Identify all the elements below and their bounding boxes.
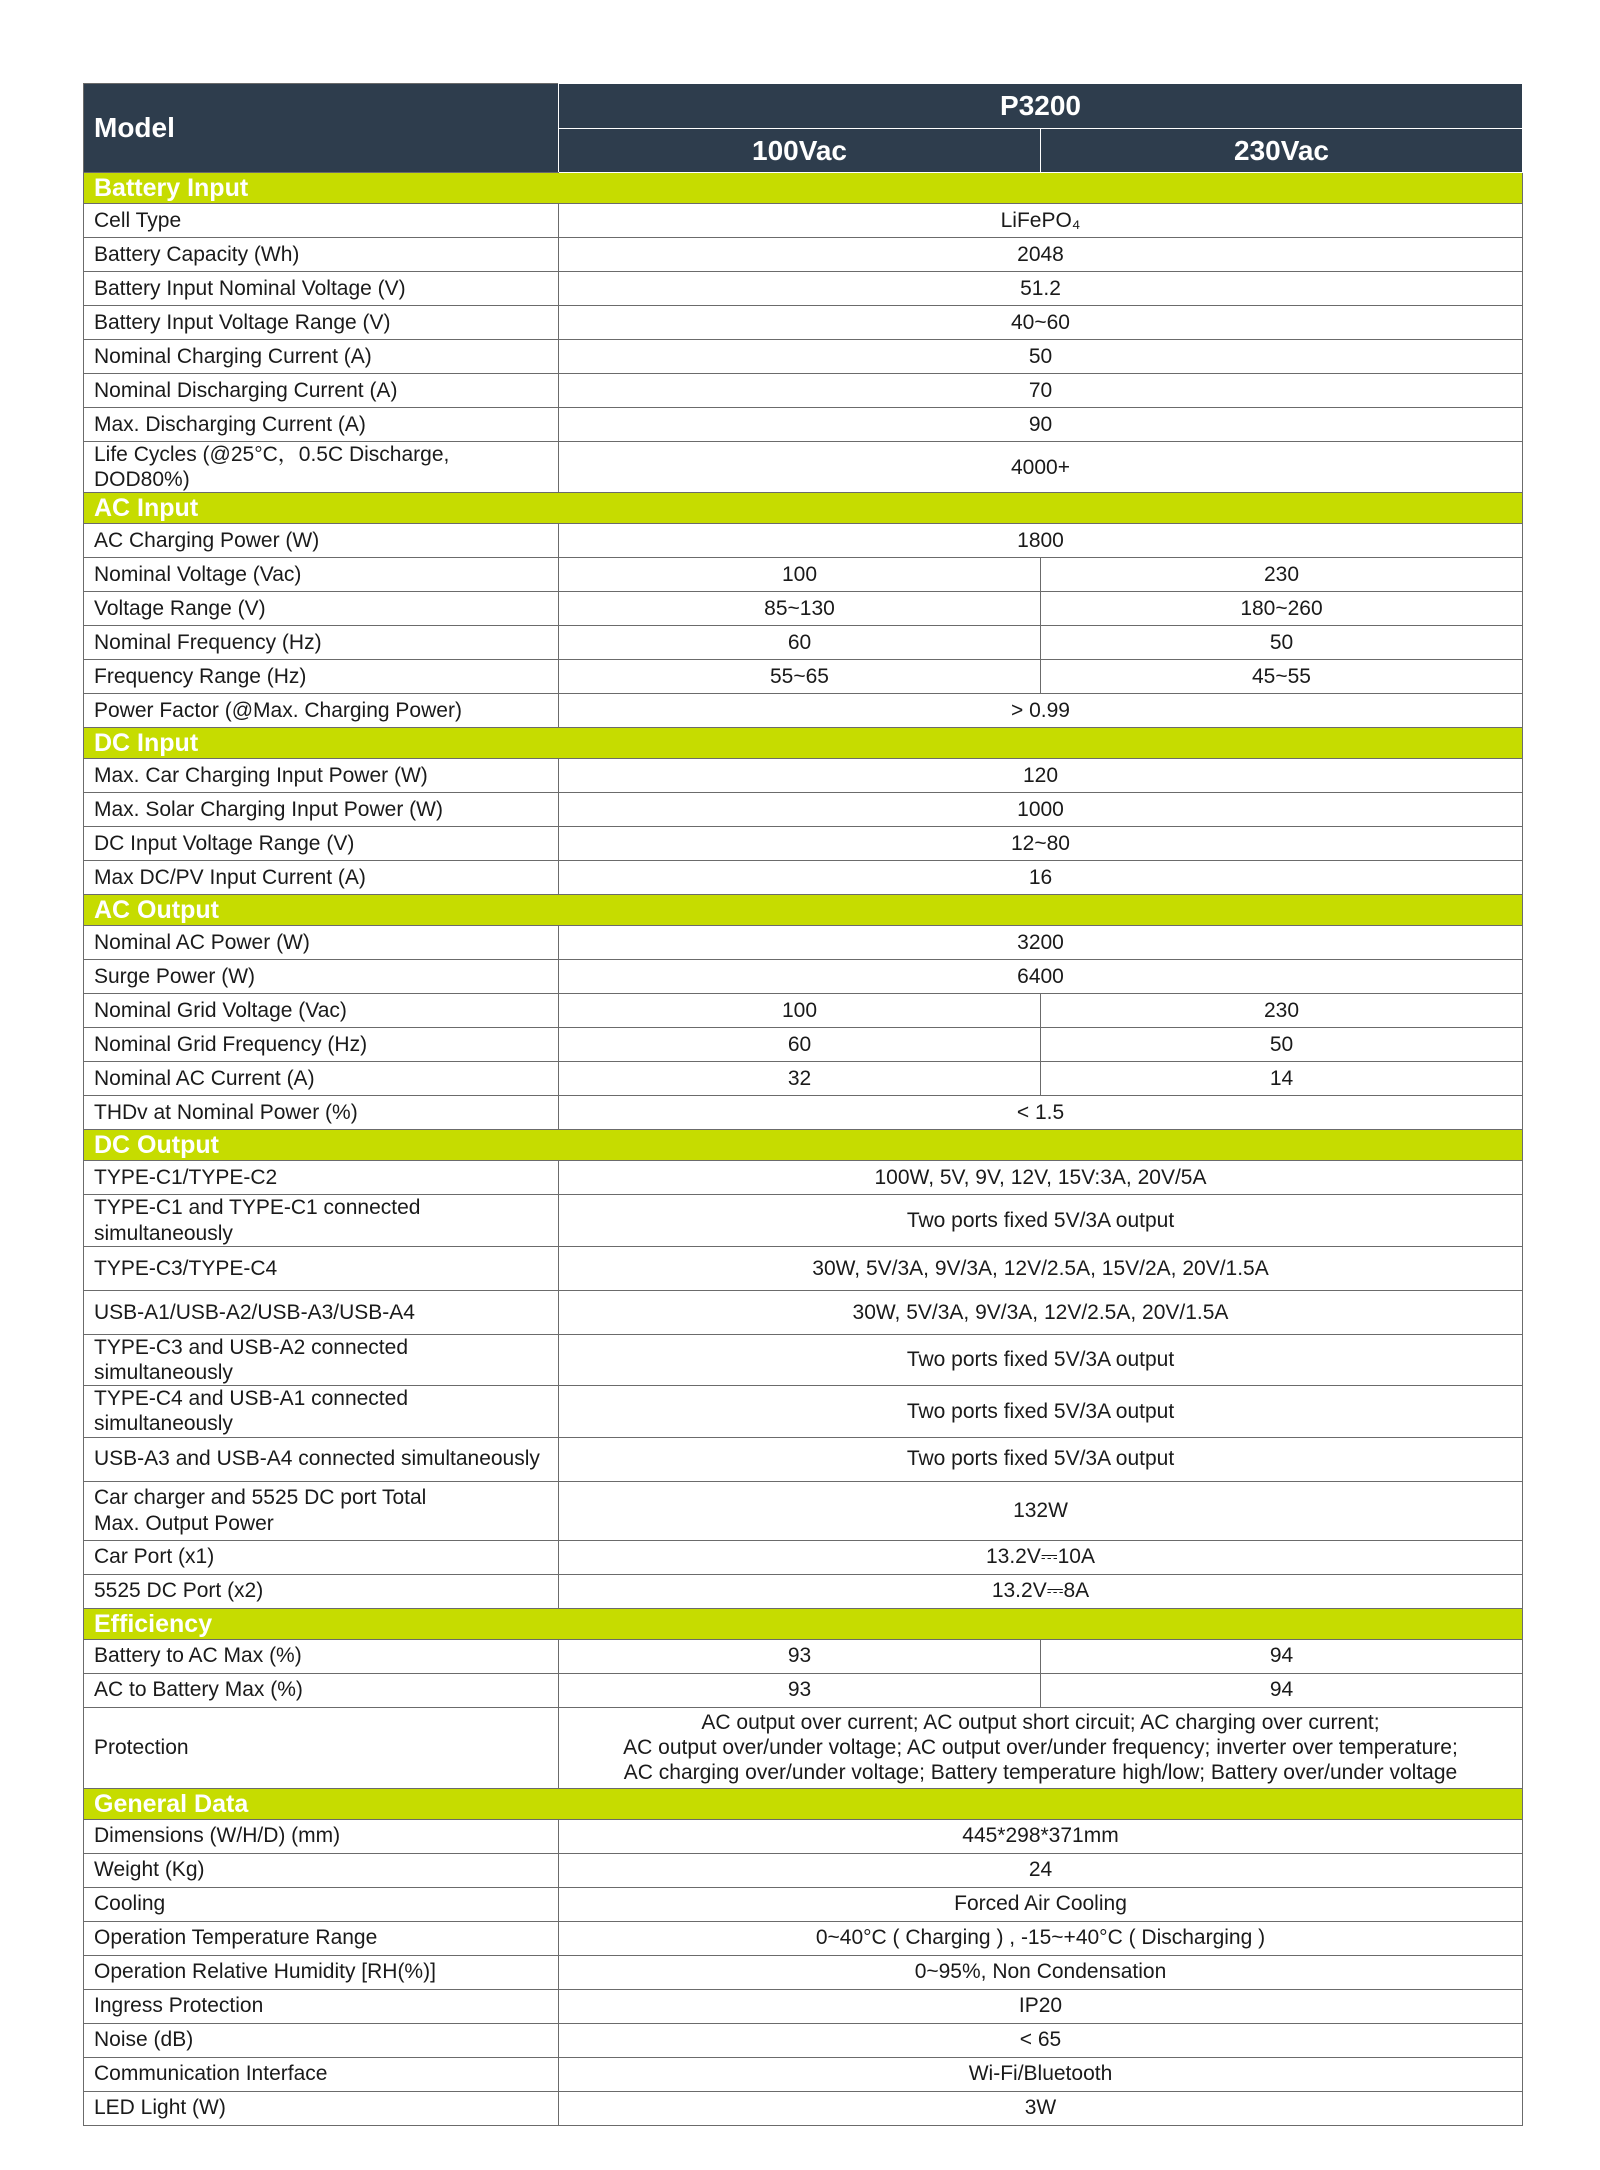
table-row — [84, 1540, 1523, 1574]
table-row — [84, 1887, 1523, 1921]
row-value-100vac: 100 — [559, 994, 1041, 1028]
section-ac-output — [84, 895, 1523, 926]
row-label: Nominal AC Current (A) — [84, 1062, 559, 1096]
section-title: DC Input — [84, 728, 1523, 759]
table-row — [84, 1246, 1523, 1290]
protection-line: AC output over/under voltage; AC output over/under frequency; inverter over temperature; — [623, 1735, 1458, 1759]
row-label: Max. Solar Charging Input Power (W) — [84, 793, 559, 827]
header-row-product — [84, 84, 1523, 129]
row-label: Cooling — [84, 1887, 559, 1921]
section-dc-output — [84, 1130, 1523, 1161]
row-label: TYPE-C3 and USB-A2 connected simultaneously — [84, 1334, 559, 1385]
row-label: Operation Relative Humidity [RH(%)] — [84, 1955, 559, 1989]
protection-line: AC charging over/under voltage; Battery temperature high/low; Battery over/under voltage — [623, 1761, 1458, 1785]
row-value: 6400 — [559, 960, 1523, 994]
table-row — [84, 1028, 1523, 1062]
table-row — [84, 960, 1523, 994]
row-value: 16 — [559, 861, 1523, 895]
row-label: TYPE-C1 and TYPE-C1 connected simultaneously — [84, 1195, 559, 1246]
row-value: Two ports fixed 5V/3A output — [559, 1195, 1523, 1246]
table-row — [84, 827, 1523, 861]
row-label: Nominal Voltage (Vac) — [84, 558, 559, 592]
row-label: Max DC/PV Input Current (A) — [84, 861, 559, 895]
row-label: TYPE-C1/TYPE-C2 — [84, 1161, 559, 1195]
row-value-230vac: 230 — [1041, 558, 1523, 592]
row-value-230vac: 50 — [1041, 1028, 1523, 1062]
row-value: 120 — [559, 759, 1523, 793]
row-value-230vac: 94 — [1041, 1673, 1523, 1707]
row-value: 24 — [559, 1853, 1523, 1887]
row-label: Operation Temperature Range — [84, 1921, 559, 1955]
row-label-line: Car charger and 5525 DC port Total — [94, 1486, 427, 1510]
row-value: > 0.99 — [559, 694, 1523, 728]
table-row — [84, 861, 1523, 895]
row-label: AC Charging Power (W) — [84, 524, 559, 558]
row-label: AC to Battery Max (%) — [84, 1673, 559, 1707]
product-name: P3200 — [559, 84, 1523, 129]
row-label: 5525 DC Port (x2) — [84, 1574, 559, 1608]
table-row — [84, 626, 1523, 660]
row-label — [84, 1481, 559, 1540]
section-efficiency — [84, 1608, 1523, 1639]
row-value-100vac: 60 — [559, 626, 1041, 660]
table-row — [84, 1062, 1523, 1096]
row-value: 12~80 — [559, 827, 1523, 861]
row-label: Cell Type — [84, 204, 559, 238]
table-row — [84, 592, 1523, 626]
row-label: LED Light (W) — [84, 2091, 559, 2125]
row-label-line: Max. Output Power — [94, 1511, 274, 1535]
table-row — [84, 994, 1523, 1028]
table-row — [84, 1195, 1523, 1246]
row-value: 30W, 5V/3A, 9V/3A, 12V/2.5A, 15V/2A, 20V/1.5A — [559, 1246, 1523, 1290]
table-row — [84, 1437, 1523, 1481]
section-ac-input — [84, 493, 1523, 524]
row-value-100vac: 93 — [559, 1673, 1041, 1707]
row-value: 13.2V⎓8A — [559, 1574, 1523, 1608]
row-value: Two ports fixed 5V/3A output — [559, 1334, 1523, 1385]
row-label: Battery Input Nominal Voltage (V) — [84, 272, 559, 306]
table-row — [84, 558, 1523, 592]
row-value: Wi-Fi/Bluetooth — [559, 2057, 1523, 2091]
spec-table — [83, 83, 1523, 2126]
row-value-230vac: 230 — [1041, 994, 1523, 1028]
row-value-230vac: 50 — [1041, 626, 1523, 660]
row-label: Voltage Range (V) — [84, 592, 559, 626]
row-label: THDv at Nominal Power (%) — [84, 1096, 559, 1130]
row-value: 51.2 — [559, 272, 1523, 306]
table-row — [84, 524, 1523, 558]
model-label: Model — [84, 84, 559, 173]
row-value-230vac: 14 — [1041, 1062, 1523, 1096]
section-title: General Data — [84, 1788, 1523, 1819]
row-value: 0~95%, Non Condensation — [559, 1955, 1523, 1989]
table-row — [84, 1639, 1523, 1673]
row-label: Nominal Grid Voltage (Vac) — [84, 994, 559, 1028]
voltage-100-header: 100Vac — [559, 129, 1041, 173]
table-row — [84, 926, 1523, 960]
row-value-100vac: 32 — [559, 1062, 1041, 1096]
row-value: 1000 — [559, 793, 1523, 827]
row-label: Car Port (x1) — [84, 1540, 559, 1574]
table-row — [84, 1096, 1523, 1130]
row-value-100vac: 85~130 — [559, 592, 1041, 626]
section-battery-input — [84, 173, 1523, 204]
section-title: AC Output — [84, 895, 1523, 926]
row-value: 2048 — [559, 238, 1523, 272]
section-title: Efficiency — [84, 1608, 1523, 1639]
table-row — [84, 1819, 1523, 1853]
table-row — [84, 1955, 1523, 1989]
row-value-230vac: 94 — [1041, 1639, 1523, 1673]
row-label: Nominal Grid Frequency (Hz) — [84, 1028, 559, 1062]
row-label: USB-A1/USB-A2/USB-A3/USB-A4 — [84, 1290, 559, 1334]
row-value: 90 — [559, 408, 1523, 442]
section-title: DC Output — [84, 1130, 1523, 1161]
row-value: 50 — [559, 340, 1523, 374]
table-row — [84, 1334, 1523, 1385]
table-row — [84, 759, 1523, 793]
table-row — [84, 1673, 1523, 1707]
row-value: < 65 — [559, 2023, 1523, 2057]
table-row — [84, 408, 1523, 442]
row-value: 445*298*371mm — [559, 1819, 1523, 1853]
row-label: USB-A3 and USB-A4 connected simultaneously — [84, 1437, 559, 1481]
row-label: Frequency Range (Hz) — [84, 660, 559, 694]
row-value: 3200 — [559, 926, 1523, 960]
section-general-data — [84, 1788, 1523, 1819]
row-label: Battery Input Voltage Range (V) — [84, 306, 559, 340]
table-row — [84, 306, 1523, 340]
row-label: DC Input Voltage Range (V) — [84, 827, 559, 861]
row-value: 0~40°C ( Charging ) , -15~+40°C ( Discharging ) — [559, 1921, 1523, 1955]
table-row — [84, 272, 1523, 306]
table-row — [84, 1290, 1523, 1334]
row-label: Surge Power (W) — [84, 960, 559, 994]
protection-line: AC output over current; AC output short circuit; AC charging over current; — [701, 1710, 1380, 1734]
row-value: < 1.5 — [559, 1096, 1523, 1130]
table-row — [84, 2057, 1523, 2091]
table-row — [84, 1481, 1523, 1540]
row-value: 100W, 5V, 9V, 12V, 15V:3A, 20V/5A — [559, 1161, 1523, 1195]
voltage-230-header: 230Vac — [1041, 129, 1523, 173]
table-row — [84, 1853, 1523, 1887]
table-row — [84, 660, 1523, 694]
row-value: IP20 — [559, 1989, 1523, 2023]
table-row-protection — [84, 1707, 1523, 1788]
row-label: Noise (dB) — [84, 2023, 559, 2057]
row-value-230vac: 180~260 — [1041, 592, 1523, 626]
row-value: 3W — [559, 2091, 1523, 2125]
section-title: AC Input — [84, 493, 1523, 524]
table-row — [84, 2091, 1523, 2125]
row-value: Two ports fixed 5V/3A output — [559, 1386, 1523, 1437]
row-value: 13.2V⎓10A — [559, 1540, 1523, 1574]
row-label: Battery to AC Max (%) — [84, 1639, 559, 1673]
table-row — [84, 2023, 1523, 2057]
row-label: Nominal Charging Current (A) — [84, 340, 559, 374]
row-value: 132W — [559, 1481, 1523, 1540]
row-label: Max. Discharging Current (A) — [84, 408, 559, 442]
protection-value — [559, 1707, 1523, 1788]
row-value-100vac: 93 — [559, 1639, 1041, 1673]
row-value-100vac: 55~65 — [559, 660, 1041, 694]
row-label: Protection — [84, 1707, 559, 1788]
row-label: Nominal Discharging Current (A) — [84, 374, 559, 408]
row-label: Max. Car Charging Input Power (W) — [84, 759, 559, 793]
row-value: 30W, 5V/3A, 9V/3A, 12V/2.5A, 20V/1.5A — [559, 1290, 1523, 1334]
row-value: LiFePO₄ — [559, 204, 1523, 238]
row-label: Ingress Protection — [84, 1989, 559, 2023]
table-row — [84, 340, 1523, 374]
table-row — [84, 1386, 1523, 1437]
row-value: Two ports fixed 5V/3A output — [559, 1437, 1523, 1481]
table-row — [84, 694, 1523, 728]
row-label: TYPE-C4 and USB-A1 connected simultaneously — [84, 1386, 559, 1437]
row-label: Battery Capacity (Wh) — [84, 238, 559, 272]
row-label: Weight (Kg) — [84, 1853, 559, 1887]
row-label: Life Cycles (@25°C，0.5C Discharge, DOD80%) — [84, 442, 559, 493]
row-value: 4000+ — [559, 442, 1523, 493]
table-row — [84, 238, 1523, 272]
row-value: Forced Air Cooling — [559, 1887, 1523, 1921]
table-row — [84, 374, 1523, 408]
row-value-100vac: 60 — [559, 1028, 1041, 1062]
table-row — [84, 1161, 1523, 1195]
table-row — [84, 1574, 1523, 1608]
section-title: Battery Input — [84, 173, 1523, 204]
row-label: Power Factor (@Max. Charging Power) — [84, 694, 559, 728]
table-row — [84, 793, 1523, 827]
row-value: 1800 — [559, 524, 1523, 558]
row-label: Dimensions (W/H/D) (mm) — [84, 1819, 559, 1853]
row-label: Nominal Frequency (Hz) — [84, 626, 559, 660]
row-value: 70 — [559, 374, 1523, 408]
table-row — [84, 1921, 1523, 1955]
section-dc-input — [84, 728, 1523, 759]
table-row — [84, 204, 1523, 238]
row-label: Nominal AC Power (W) — [84, 926, 559, 960]
row-value-100vac: 100 — [559, 558, 1041, 592]
row-label: TYPE-C3/TYPE-C4 — [84, 1246, 559, 1290]
table-row — [84, 1989, 1523, 2023]
table-row — [84, 442, 1523, 493]
row-value: 40~60 — [559, 306, 1523, 340]
row-value-230vac: 45~55 — [1041, 660, 1523, 694]
row-label: Communication Interface — [84, 2057, 559, 2091]
